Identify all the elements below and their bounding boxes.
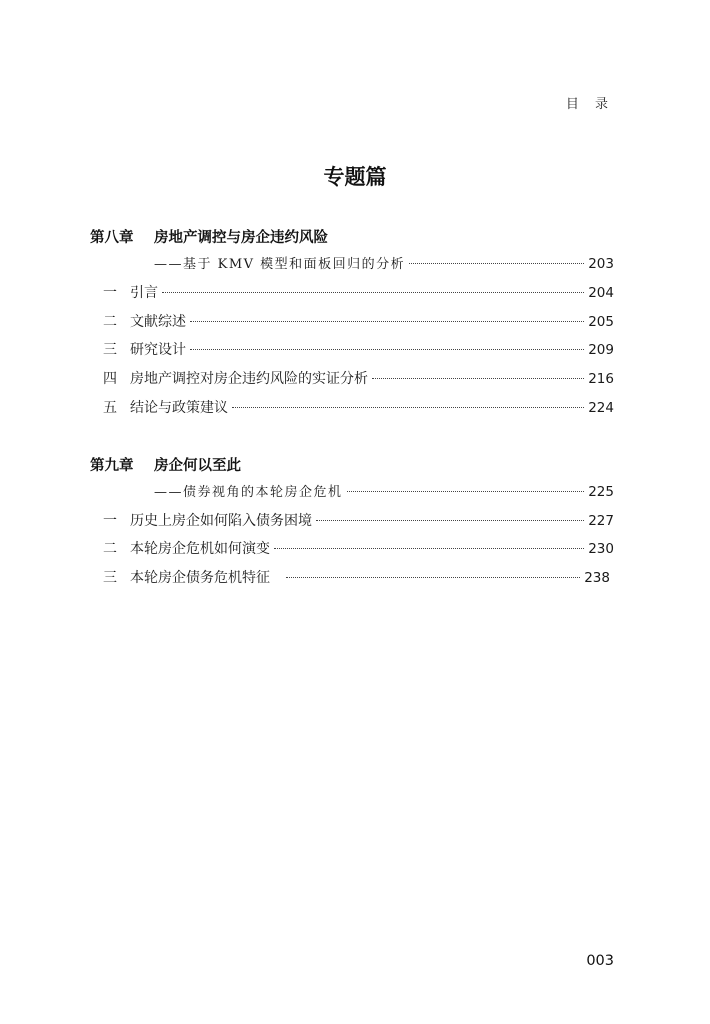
section-number: 四 [103,371,117,387]
section-title: 引言 [130,285,158,301]
toc-entry[interactable] [90,511,614,531]
section-number: 二 [103,541,117,557]
chapter-title: 房地产调控与房企违约风险 [154,230,328,246]
section-title: 结论与政策建议 [130,400,228,416]
toc-entry-subtitle-8[interactable] [90,254,614,274]
running-head: 目 录 [565,97,614,112]
dot-leader [190,349,584,350]
chapter-title: 房企何以至此 [154,458,241,474]
toc-entry[interactable] [90,398,614,418]
section-number: 五 [103,400,117,416]
dot-leader [190,321,584,322]
toc-entry[interactable] [90,340,614,360]
toc-entry[interactable] [90,568,610,588]
section-number: 一 [103,285,117,301]
section-number: 三 [103,570,117,586]
dot-leader [162,292,584,293]
section-title: 房地产调控对房企违约风险的实证分析 [130,371,368,387]
toc-entry[interactable] [90,312,614,332]
toc-entry[interactable] [90,539,614,559]
page-ref: 205 [588,314,614,330]
section-number: 三 [103,342,117,358]
part-title: 专题篇 [323,165,387,189]
page-ref: 224 [588,400,614,416]
dot-leader [232,407,584,408]
section-title: 本轮房企危机如何演变 [130,541,270,557]
toc-entry-subtitle-9[interactable] [90,482,614,502]
chapter-label: 第九章 [90,458,134,474]
chapter-label: 第八章 [90,230,134,246]
dot-leader [274,548,584,549]
page-ref: 227 [588,513,614,529]
chapter-heading-9[interactable] [90,454,241,475]
chapter-heading-8[interactable] [90,226,328,247]
page-ref: 238 [584,570,610,586]
page-ref: 216 [588,371,614,387]
chapter-subtitle: ——基于 KMV 模型和面板回归的分析 [154,257,406,272]
dot-leader [372,378,584,379]
section-number: 一 [103,513,117,529]
section-title: 本轮房企债务危机特征 [130,570,270,586]
page-ref: 204 [588,285,614,301]
page-number: 003 [586,953,614,969]
dot-leader [347,491,585,492]
section-title: 研究设计 [130,342,186,358]
section-title: 文献综述 [130,314,186,330]
page-ref: 203 [588,256,614,272]
toc-entry[interactable] [90,283,614,303]
dot-leader [286,577,580,578]
page-ref: 225 [588,484,614,500]
dot-leader [409,263,584,264]
section-number: 二 [103,314,117,330]
toc-entry[interactable] [90,369,614,389]
dot-leader [316,520,584,521]
chapter-subtitle: ——债券视角的本轮房企危机 [154,485,343,500]
section-title: 历史上房企如何陷入债务困境 [130,513,312,529]
page-ref: 230 [588,541,614,557]
page-ref: 209 [588,342,614,358]
